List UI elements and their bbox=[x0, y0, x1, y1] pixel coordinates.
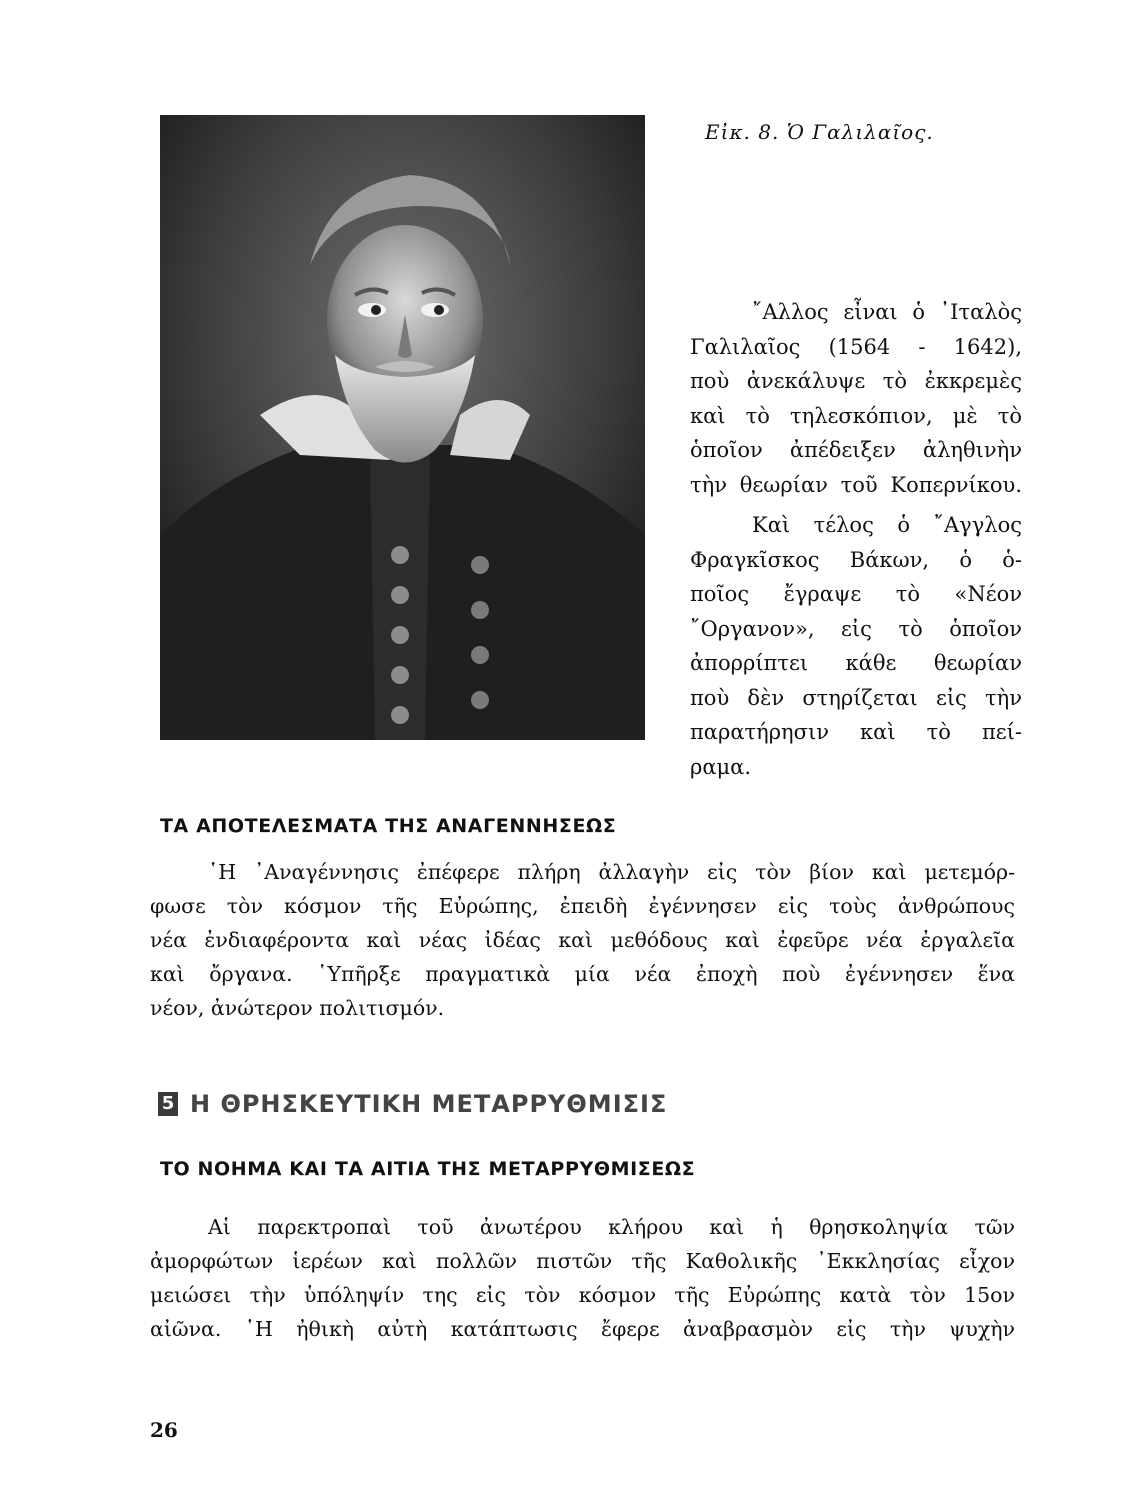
section-title-text: Η ΘΡΗΣΚΕΥΤΙΚΗ ΜΕΤΑΡΡΥΘΜΙΣΙΣ bbox=[190, 1090, 668, 1118]
figure-caption: Εἰκ. 8. Ὁ Γαλιλαῖος. bbox=[705, 120, 934, 144]
text-line: νέον, ἀνώτερον πολιτισμόν. bbox=[150, 996, 445, 1020]
text-line: ὁποῖον ἀπέδειξεν ἀληθινὴν bbox=[690, 438, 1022, 462]
text-line: φωσε τὸν κόσμον τῆς Εὐρώπης, ἐπειδὴ ἐγέννησεν εἰς τοὺς ἀνθρώπους bbox=[150, 894, 1015, 918]
side-paragraph-galileo bbox=[690, 295, 1022, 502]
text-line: ἀπορρίπτει κάθε θεωρίαν bbox=[690, 651, 1022, 675]
paragraph-reformation-causes bbox=[150, 1210, 1015, 1346]
text-line: ραμα. bbox=[690, 754, 752, 779]
text-line: ῾Η ᾿Αναγέννησις ἐπέφερε πλήρη ἀλλαγὴν εἰς τὸν βίον καὶ μετεμόρ- bbox=[208, 860, 1015, 884]
text-line: ποὺ ἀνεκάλυψε τὸ ἐκκρεμὲς bbox=[690, 369, 1022, 393]
page-number: 26 bbox=[150, 1418, 178, 1442]
heading-renaissance-results: ΤΑ ΑΠΟΤΕΛΕΣΜΑΤΑ ΤΗΣ ΑΝΑΓΕΝΝΗΣΕΩΣ bbox=[160, 815, 617, 837]
text-line: Καὶ τέλος ὁ ῎Αγγλος bbox=[752, 513, 1022, 537]
section-number-badge: 5 bbox=[158, 1092, 178, 1116]
text-line: ἀμορφώτων ἱερέων καὶ πολλῶν πιστῶν τῆς Καθολικῆς ᾿Εκκλησίας εἶχον bbox=[150, 1249, 1015, 1273]
text-line: Γαλιλαῖος (1564 - 1642), bbox=[690, 334, 1022, 359]
text-line: καὶ ὄργανα. ῾Υπῆρξε πραγματικὰ μία νέα ἐποχὴ ποὺ ἐγέννησεν ἕνα bbox=[150, 962, 1015, 986]
text-line: αἰῶνα. ῾Η ἠθικὴ αὐτὴ κατάπτωσις ἔφερε ἀναβρασμὸν εἰς τὴν ψυχὴν bbox=[150, 1317, 1015, 1341]
text-line: ῎Οργανον», εἰς τὸ ὁποῖον bbox=[690, 616, 1022, 641]
text-line: ποὺ δὲν στηρίζεται εἰς τὴν bbox=[690, 685, 1022, 710]
text-line: Φραγκῖσκος Βάκων, ὁ ὁ- bbox=[690, 547, 1022, 572]
heading-reformation-meaning: ΤΟ ΝΟΗΜΑ ΚΑΙ ΤΑ ΑΙΤΙΑ ΤΗΣ ΜΕΤΑΡΡΥΘΜΙΣΕΩΣ bbox=[160, 1158, 696, 1180]
text-line: Αἱ παρεκτροπαὶ τοῦ ἀνωτέρου κλήρου καὶ ἡ θρησκοληψία τῶν bbox=[208, 1215, 1015, 1239]
paragraph-renaissance-results bbox=[150, 855, 1015, 1025]
text-line: ποῖος ἔγραψε τὸ «Νέον bbox=[690, 582, 1022, 606]
section-title bbox=[158, 1090, 667, 1118]
galileo-portrait bbox=[160, 115, 645, 740]
text-line: νέα ἐνδιαφέροντα καὶ νέας ἰδέας καὶ μεθόδους καὶ ἐφεῦρε νέα ἐργαλεῖα bbox=[150, 928, 1015, 952]
side-paragraph-bacon bbox=[690, 508, 1022, 784]
text-line: καὶ τὸ τηλεσκόπιον, μὲ τὸ bbox=[690, 403, 1022, 428]
text-line: παρατήρησιν καὶ τὸ πεί- bbox=[690, 720, 1022, 744]
text-line: ῎Αλλος εἶναι ὁ ᾿Ιταλὸς bbox=[752, 300, 1022, 324]
text-line: τὴν θεωρίαν τοῦ Κοπερνίκου. bbox=[690, 472, 1022, 497]
text-line: μειώσει τὴν ὑπόληψίν της εἰς τὸν κόσμον τῆς Εὐρώπης κατὰ τὸν 15ον bbox=[150, 1283, 1015, 1307]
